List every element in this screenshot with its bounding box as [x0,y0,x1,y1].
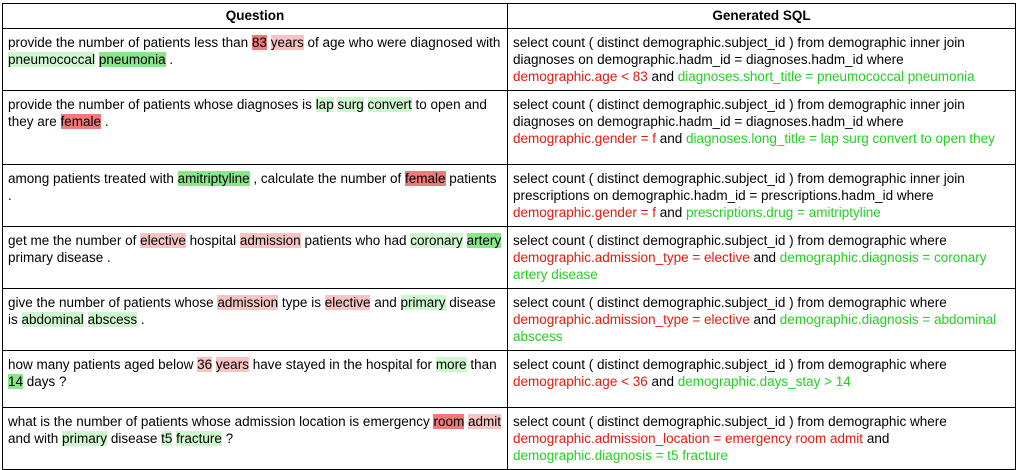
text-span: select count ( distinct demographic.subject_id ) from demographic inner join prescriptions on demographic.hadm_id = prescriptions.hadm_id where [513,171,965,203]
text-span: and [370,295,401,310]
sql-condition-green: demographic.diagnosis = coronary artery disease [513,250,987,282]
highlight-token-red: admission [239,233,301,248]
text-span: select count ( distinct demographic.subject_id ) from demographic where [513,295,947,310]
text-span: select count ( distinct demographic.subject_id ) from demographic where [513,357,947,372]
text-span: select count ( distinct demographic.subject_id ) from demographic inner join diagnoses on demographic.hadm_id = diagnoses.hadm_id where [513,97,965,129]
table-row [3,408,1016,470]
highlight-token-red: 36 [197,357,213,372]
text-span: days ? [23,374,67,389]
highlight-token-green: convert [367,97,412,112]
text-span: . [165,52,174,67]
text-span: and [749,312,780,327]
sql-cell [508,289,1016,351]
highlight-token-green: fracture [176,431,222,446]
sql-condition-red: demographic.gender = f [513,131,656,146]
text-span: among patients treated with [8,171,178,186]
sql-cell [508,227,1016,289]
sql-condition-green: diagnoses.short_title = pneumococcal pneumonia [677,69,975,84]
text-span: select count ( distinct demographic.subject_id ) from demographic inner join diagnoses on demographic.hadm_id = diagnoses.hadm_id where [513,35,965,67]
highlight-token-green: more [435,357,467,372]
highlight-token-red: 83 [251,35,267,50]
text-span [84,312,88,327]
highlight-token-red: years [270,35,304,50]
highlight-token-green: primary [400,295,446,310]
text-span [463,233,467,248]
sql-condition-green: diagnoses.long_title = lap surg convert to open they [686,131,995,146]
table-row [3,351,1016,408]
table-row [3,289,1016,351]
question-cell [3,165,508,227]
text-span: disease is [8,295,496,327]
sql-column-header: Generated SQL [508,4,1016,29]
table-row [3,91,1016,165]
highlight-token-green: amitriptyline [177,171,250,186]
text-span: have stayed in the hospital for [248,357,436,372]
table-row [3,165,1016,227]
highlight-token-green: abscess [87,312,138,327]
table-row [3,227,1016,289]
question-cell [3,289,508,351]
highlight-token-red: admit [468,414,502,429]
question-cell [3,29,508,91]
sql-condition-green: demographic.diagnosis = t5 fracture [513,448,728,463]
sql-condition-red: demographic.admission_location = emergency room admit [513,431,864,446]
highlight-token-green: primary [62,431,108,446]
highlight-token-green: pneumococcal [8,52,96,67]
text-span: give the number of patients whose [8,295,218,310]
text-span: and [863,431,890,446]
results-table [2,3,1016,470]
sql-condition-green: demographic.diagnosis = abdominal abscess [513,312,997,344]
highlight-token-red: room [433,414,465,429]
text-span: patients . [8,171,497,203]
text-span: to open and they are [8,97,487,129]
sql-condition-red: demographic.admission_type = elective [513,312,750,327]
text-span: ? [221,431,234,446]
text-span: primary disease . [8,250,111,265]
highlight-token-red: elective [324,295,371,310]
text-span: provide the number of patients less than [8,35,252,50]
sql-condition-red: demographic.age < 36 [513,374,648,389]
question-cell [3,351,508,408]
highlight-token-green: pneumonia [98,52,166,67]
highlight-token-red: female [60,114,102,129]
sql-cell [508,408,1016,470]
highlight-token-green: coronary [410,233,463,248]
highlight-token-green: t5 [161,431,173,446]
sql-cell [508,351,1016,408]
text-span: provide the number of patients whose diagnoses is [8,97,316,112]
text-span: and [647,374,678,389]
sql-condition-green: prescriptions.drug = amitriptyline [686,205,881,220]
highlight-token-green: 14 [8,374,24,389]
text-span: select count ( distinct demographic.subject_id ) from demographic where [513,233,947,248]
highlight-token-green: artery [466,233,502,248]
text-span [364,97,368,112]
text-span: and [749,250,780,265]
text-span: disease [107,431,162,446]
text-span: type is [278,295,325,310]
sql-condition-red: demographic.admission_type = elective [513,250,750,265]
text-span: hospital [185,233,240,248]
sql-cell [508,29,1016,91]
text-span: of age who were diagnosed with [303,35,501,50]
question-cell [3,91,508,165]
text-span: . [137,312,145,327]
text-span: than [466,357,497,372]
highlight-token-green: surg [337,97,364,112]
sql-cell [508,165,1016,227]
sql-condition-red: demographic.gender = f [513,205,656,220]
highlight-token-red: female [404,171,446,186]
text-span: and with [8,431,63,446]
text-span: patients who had [300,233,411,248]
highlight-token-green: lap [315,97,334,112]
header-row [3,4,1016,29]
sql-condition-green: demographic.days_stay > 14 [677,374,851,389]
text-span: select count ( distinct demographic.subject_id ) from demographic where [513,414,947,429]
text-span: , calculate the number of [249,171,405,186]
sql-condition-red: demographic.age < 83 [513,69,648,84]
text-span: and [647,69,678,84]
text-span: get me the number of [8,233,141,248]
highlight-token-green: abdominal [21,312,84,327]
text-span: how many patients aged below [8,357,198,372]
highlight-token-red: elective [140,233,186,248]
sql-cell [508,91,1016,165]
text-span: . [101,114,109,129]
text-span: what is the number of patients whose admission location is emergency [8,414,434,429]
question-column-header: Question [3,4,508,29]
question-cell [3,227,508,289]
question-cell [3,408,508,470]
text-span: and [655,131,687,146]
highlight-token-red: years [215,357,249,372]
table-row [3,29,1016,91]
text-span: and [655,205,687,220]
highlight-token-red: admission [217,295,279,310]
